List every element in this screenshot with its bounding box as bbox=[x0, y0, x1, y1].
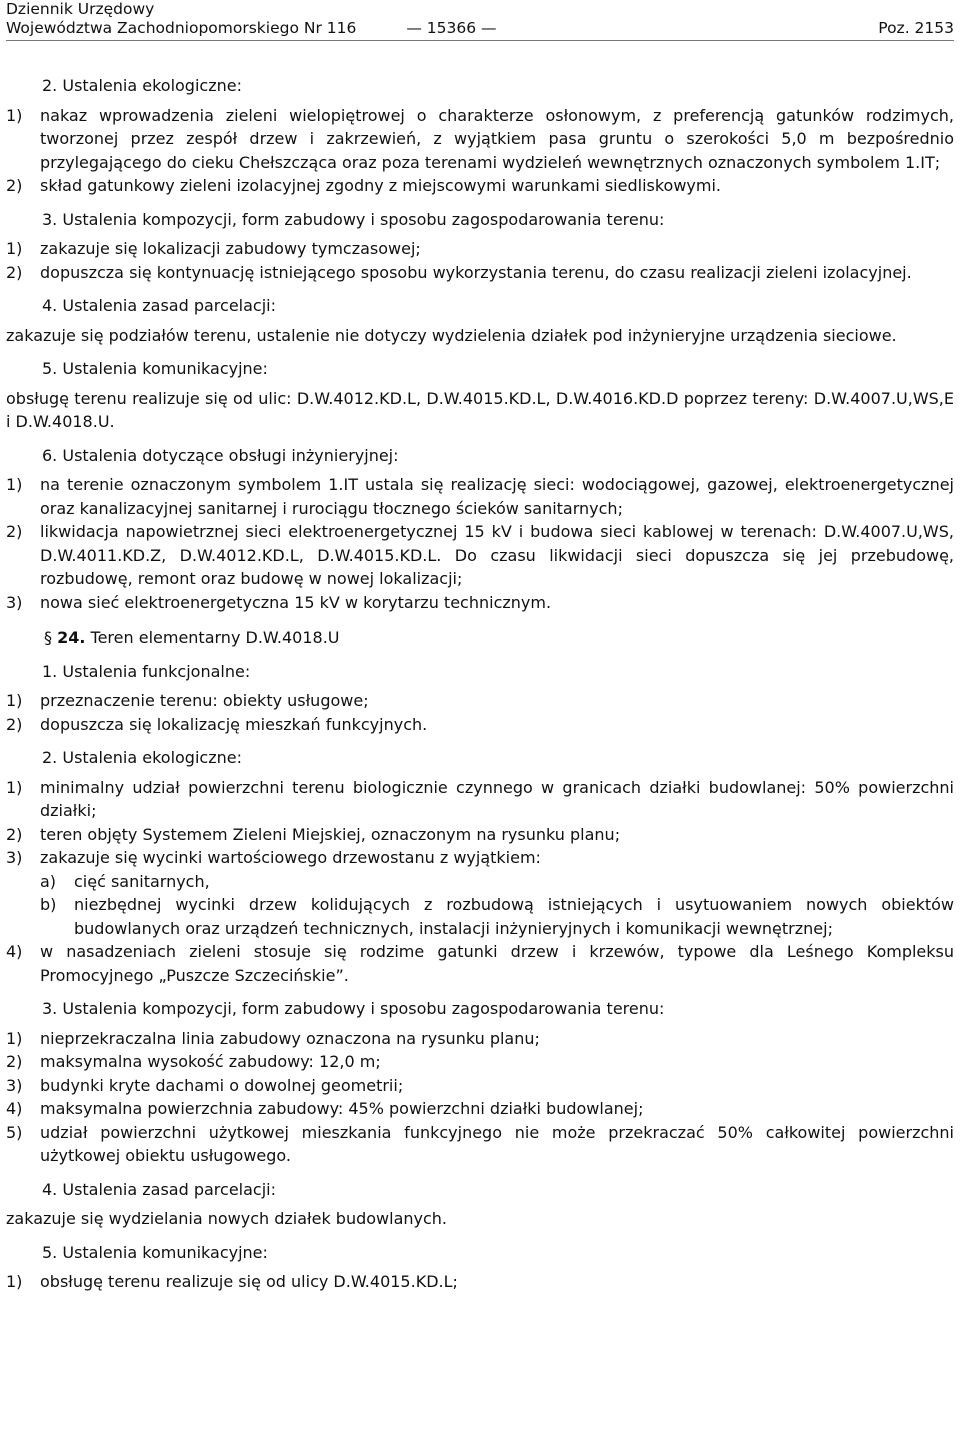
list-item bbox=[6, 520, 954, 591]
section-heading: 5. Ustalenia komunikacyjne: bbox=[42, 359, 268, 378]
list-item-number: 2) bbox=[6, 824, 23, 844]
list-item-text: minimalny udział powierzchni terenu biologicznie czynnego w granicach działki budowlanej: 50% powierzchni działki; bbox=[40, 777, 954, 820]
list-item-text: na terenie oznaczonym symbolem 1.IT ustala się realizację sieci: wodociągowej, gazowej, elektroenergetycznej oraz kanalizacyjnej sanitarnej i rurociągu tłocznego ścieków sanitarnych; bbox=[40, 475, 954, 518]
list-item-text: niezbędnej wycinki drzew kolidujących z rozbudową istniejących i usytuowaniem nowych obiektów budowlanych oraz urządzeń technicznych, instalacji inżynieryjnych i komunikacji wewnętrznej; bbox=[74, 895, 954, 938]
list-item bbox=[6, 237, 954, 261]
list-item-text: nakaz wprowadzenia zieleni wielopiętrowej o charakterze osłonowym, z preferencją gatunków rodzimych, tworzonej przez zespół drzew i zakrzewień, z wyjątkiem pasa gruntu o szerokości 5,0 m bezpośrednio przylegającego do cieku Chełszcząca oraz poza terenami wydzieleń wewnętrznych oznaczonych symbolem 1.IT; bbox=[40, 105, 954, 172]
list-item-text: udział powierzchni użytkowej mieszkania funkcyjnego nie może przekraczać 50% całkowitej powierzchni użytkowej obiektu usługowego. bbox=[40, 1122, 954, 1165]
list-item-number: a) bbox=[40, 871, 57, 891]
list-item-text: obsługę terenu realizuje się od ulicy D.W.4015.KD.L; bbox=[40, 1272, 458, 1291]
sub-list-item bbox=[40, 870, 954, 894]
list-item-text: w nasadzeniach zieleni stosuje się rodzime gatunki drzew i krzewów, typowe dla Leśnego Kompleksu Promocyjnego „Puszcze Szczecińskie”. bbox=[40, 942, 954, 985]
section-heading: 6. Ustalenia dotyczące obsługi inżynieryjnej: bbox=[42, 445, 399, 465]
list-item-number: 1) bbox=[6, 1028, 23, 1048]
list-item-number: 3) bbox=[6, 848, 23, 867]
section-heading: 2. Ustalenia ekologiczne: bbox=[42, 76, 242, 95]
list-item-text: maksymalna wysokość zabudowy: 12,0 m; bbox=[40, 1052, 381, 1071]
list-item bbox=[6, 1121, 954, 1168]
section-heading: 4. Ustalenia zasad parcelacji: bbox=[42, 296, 276, 315]
section-title: Teren elementarny D.W.4018.U bbox=[90, 628, 340, 647]
list-item-number: 1) bbox=[6, 777, 23, 797]
list-item-text: nowa sieć elektroenergetyczna 15 kV w korytarzu technicznym. bbox=[40, 592, 552, 612]
list-item-text: maksymalna powierzchnia zabudowy: 45% powierzchni działki budowlanej; bbox=[40, 1099, 644, 1118]
list-item-number: 4) bbox=[6, 942, 23, 961]
list-item bbox=[6, 1027, 954, 1051]
list-item-number: 2) bbox=[6, 1052, 23, 1071]
list-item-text: budynki kryte dachami o dowolnej geometrii; bbox=[40, 1075, 404, 1095]
list-item bbox=[6, 104, 954, 175]
list-item bbox=[6, 1074, 954, 1098]
list-item bbox=[6, 473, 954, 520]
journal-region: Województwa Zachodniopomorskiego Nr 116 bbox=[6, 19, 357, 37]
list-item-text: dopuszcza się lokalizację mieszkań funkcyjnych. bbox=[40, 714, 428, 734]
list-item-number: b) bbox=[40, 895, 57, 914]
paragraph: obsługę terenu realizuje się od ulic: D.W.4012.KD.L, D.W.4015.KD.L, D.W.4016.KD.D poprzez tereny: D.W.4007.U,WS,E i D.W.4018.U. bbox=[6, 388, 954, 431]
header-row bbox=[6, 19, 954, 38]
list-item bbox=[6, 1097, 954, 1121]
section-heading: 3. Ustalenia kompozycji, form zabudowy i sposobu zagospodarowania terenu: bbox=[42, 999, 665, 1018]
section-symbol: § bbox=[44, 628, 52, 647]
section-heading: 4. Ustalenia zasad parcelacji: bbox=[42, 1179, 276, 1199]
list-item-text: zakazuje się lokalizacji zabudowy tymczasowej; bbox=[40, 239, 421, 258]
header-divider bbox=[6, 40, 954, 41]
list-item-text: cięć sanitarnych, bbox=[74, 871, 210, 891]
list-item-number: 2) bbox=[6, 714, 23, 734]
list-item-number: 3) bbox=[6, 1075, 23, 1095]
list-item-text: nieprzekraczalna linia zabudowy oznaczona na rysunku planu; bbox=[40, 1028, 540, 1048]
page-header bbox=[6, 0, 954, 42]
paragraph: zakazuje się wydzielania nowych działek budowlanych. bbox=[6, 1209, 448, 1228]
list-item-number: 1) bbox=[6, 1272, 23, 1291]
journal-title: Dziennik Urzędowy bbox=[6, 0, 155, 18]
section-heading: 1. Ustalenia funkcjonalne: bbox=[42, 661, 251, 681]
list-item-text: dopuszcza się kontynuację istniejącego sposobu wykorzystania terenu, do czasu realizacji zieleni izolacyjnej. bbox=[40, 262, 912, 282]
section-heading: 3. Ustalenia kompozycji, form zabudowy i sposobu zagospodarowania terenu: bbox=[42, 209, 665, 229]
list-item-text: teren objęty Systemem Zieleni Miejskiej, oznaczonym na rysunku planu; bbox=[40, 824, 621, 844]
list-item-number: 1) bbox=[6, 475, 23, 494]
list-item-text: skład gatunkowy zieleni izolacyjnej zgodny z miejscowymi warunkami siedliskowymi. bbox=[40, 176, 722, 195]
list-item bbox=[6, 174, 954, 198]
position-number: Poz. 2153 bbox=[878, 19, 954, 37]
list-item bbox=[6, 940, 954, 987]
document-body bbox=[6, 42, 954, 1294]
list-item bbox=[6, 776, 954, 823]
list-item-number: 2) bbox=[6, 522, 23, 541]
section-heading: 2. Ustalenia ekologiczne: bbox=[42, 748, 242, 767]
list-item-text: przeznaczenie terenu: obiekty usługowe; bbox=[40, 691, 369, 710]
list-item bbox=[6, 823, 954, 847]
sub-list-item bbox=[40, 893, 954, 940]
list-item-number: 5) bbox=[6, 1122, 23, 1142]
paragraph: zakazuje się podziałów terenu, ustalenie nie dotyczy wydzielenia działek pod inżynieryjne urządzenia sieciowe. bbox=[6, 325, 897, 345]
paragraph-heading bbox=[44, 626, 954, 650]
list-item-number: 1) bbox=[6, 105, 23, 125]
list-item bbox=[6, 846, 954, 870]
list-item bbox=[6, 1050, 954, 1074]
section-heading: 5. Ustalenia komunikacyjne: bbox=[42, 1242, 268, 1262]
list-item-number: 2) bbox=[6, 262, 23, 282]
list-item-number: 1) bbox=[6, 239, 23, 258]
list-item-text: zakazuje się wycinki wartościowego drzewostanu z wyjątkiem: bbox=[40, 848, 541, 867]
list-item-number: 3) bbox=[6, 592, 23, 612]
list-item-number: 1) bbox=[6, 691, 23, 710]
list-item-number: 4) bbox=[6, 1099, 23, 1118]
page-number: — 15366 — bbox=[406, 19, 497, 37]
list-item-text: likwidacja napowietrznej sieci elektroenergetycznej 15 kV i budowa sieci kablowej w terenach: D.W.4007.U,WS, D.W.4011.KD.Z, D.W.4012.KD.L, D.W.4015.KD.L. Do czasu likwidacji sieci dopuszcza się jej przebudowę, rozbudowę, remont oraz budowę w nowej lokalizacji; bbox=[40, 522, 954, 588]
list-item bbox=[6, 1270, 954, 1294]
list-item bbox=[6, 689, 954, 713]
list-item bbox=[6, 713, 954, 737]
section-number: 24. bbox=[57, 628, 86, 647]
list-item bbox=[6, 591, 954, 615]
list-item-number: 2) bbox=[6, 176, 23, 195]
list-item bbox=[6, 261, 954, 285]
